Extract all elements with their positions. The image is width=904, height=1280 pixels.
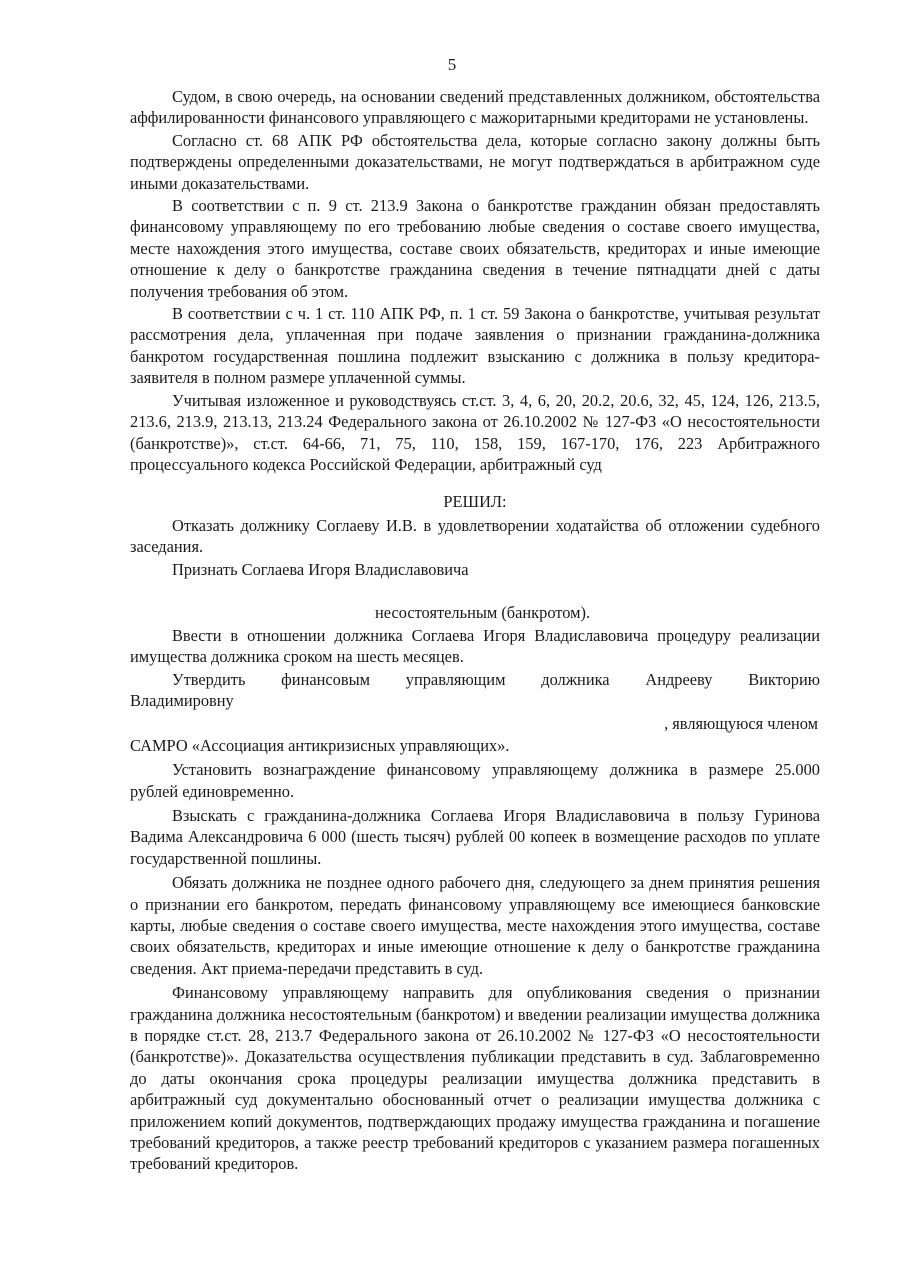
decision-approve-manager-line3 xyxy=(130,713,820,734)
decision-transfer-info: Обязать должника не позднее одного рабочего дня, следующего за днем принятия решения о признании его банкротом, передать финансовому управляющему все имеющиеся банковские карты, любые сведения о составе своего имущества, месте нахождения этого имущества, составе своих обязательств, кредиторах и иные имеющие отношение к делу о банкротстве гражданина сведения. Акт приема-передачи представить в суд. xyxy=(130,873,820,978)
decision-approve-manager-line2: Владимировну xyxy=(130,690,234,710)
decision-heading: РЕШИЛ: xyxy=(443,492,507,512)
paragraph-state-duty: В соответствии с ч. 1 ст. 110 АПК РФ, п. 1 ст. 59 Закона о банкротстве, учитывая результат рассмотрения дела, уплаченная при подаче заявления о признании гражданина-должника банкротом государственная пошлина подлежит взысканию с должника в пользу кредитора-заявителя в полном размере уплаченной суммы. xyxy=(130,304,820,388)
decision-introduce-procedure: Ввести в отношении должника Соглаева Игоря Владиславовича процедуру реализации имущества должника сроком на шесть месяцев. xyxy=(130,625,820,667)
paragraph-legal-basis: Учитывая изложенное и руководствуясь ст.ст. 3, 4, 6, 20, 20.2, 20.6, 32, 45, 124, 126, 213.5, 213.6, 213.9, 213.13, 213.24 Федерального закона от 26.10.2002 № 127-ФЗ «О несостоятельности (банкротстве)», ст.ст. 64-66, 71, 75, 110, 158, 159, 167-170, 176, 223 Арбитражного процессуального кодекса Российской Федерации, арбитражный суд xyxy=(130,390,820,474)
redacted-line xyxy=(130,580,820,601)
decision-refuse-postponement: Отказать должнику Соглаеву И.В. в удовлетворении ходатайства об отложении судебного заседания. xyxy=(130,515,820,557)
decision-declare-bankrupt-line1: Признать Соглаева Игоря Владиславовича xyxy=(172,559,469,579)
paragraph-debtor-obligations: В соответствии с п. 9 ст. 213.9 Закона о банкротстве гражданин обязан предоставлять финансовому управляющему по его требованию любые сведения о составе своего имущества, месте нахождения этого имущества, составе своих обязательств, кредиторах и иные имеющие отношение к делу о банкротстве гражданина сведения в течение пятнадцати дней с даты получения требования об этом. xyxy=(130,196,820,301)
paragraph-affiliation: Судом, в свою очередь, на основании сведений представленных должником, обстоятельства аффилированности финансового управляющего с мажоритарными кредиторами не установлены. xyxy=(130,87,820,128)
decision-publication: Финансовому управляющему направить для опубликования сведения о признании гражданина должника несостоятельным (банкротом) и введении реализации имущества должника в порядке ст.ст. 28, 213.7 Федерального закона от 26.10.2002 № 127-ФЗ «О несостоятельности (банкротстве)». Доказательства осуществления публикации представить в суд. Заблаговременно до даты окончания срока процедуры реализации имущества должника представить в арбитражный суд документально обоснованный отчет о реализации имущества должника с приложением копий документов, подтверждающих продажу имущества гражданина и погашение требований кредиторов, а также реестр требований кредиторов с указанием размера погашенных требований кредиторов. xyxy=(130,983,820,1174)
paragraph-evidence: Согласно ст. 68 АПК РФ обстоятельства дела, которые согласно закону должны быть подтверждены определенными доказательствами, не могут подтверждаться в арбитражном суде иными доказательствами. xyxy=(130,130,820,193)
decision-recover-duty: Взыскать с гражданина-должника Соглаева Игоря Владиславовича в пользу Гуринова Вадима Александровича 6 000 (шесть тысяч) рублей 00 копеек в возмещение расходов по уплате государственной пошлины. xyxy=(130,805,820,868)
document-body xyxy=(130,86,820,1175)
page-number: 5 xyxy=(447,55,457,74)
decision-approve-manager: Утвердить финансовым управляющим должника Андрееву Викторию xyxy=(172,669,820,689)
decision-approve-manager-line4: САМРО «Ассоциация антикризисных управляющих». xyxy=(130,735,510,755)
decision-remuneration: Установить вознаграждение финансовому управляющему должника в размере 25.000 рублей единовременно. xyxy=(130,760,820,801)
decision-declare-bankrupt xyxy=(130,559,820,580)
member-of-label: , являющуюся членом xyxy=(664,714,818,734)
decision-declare-bankrupt-line2: несостоятельным (банкротом). xyxy=(375,603,591,623)
